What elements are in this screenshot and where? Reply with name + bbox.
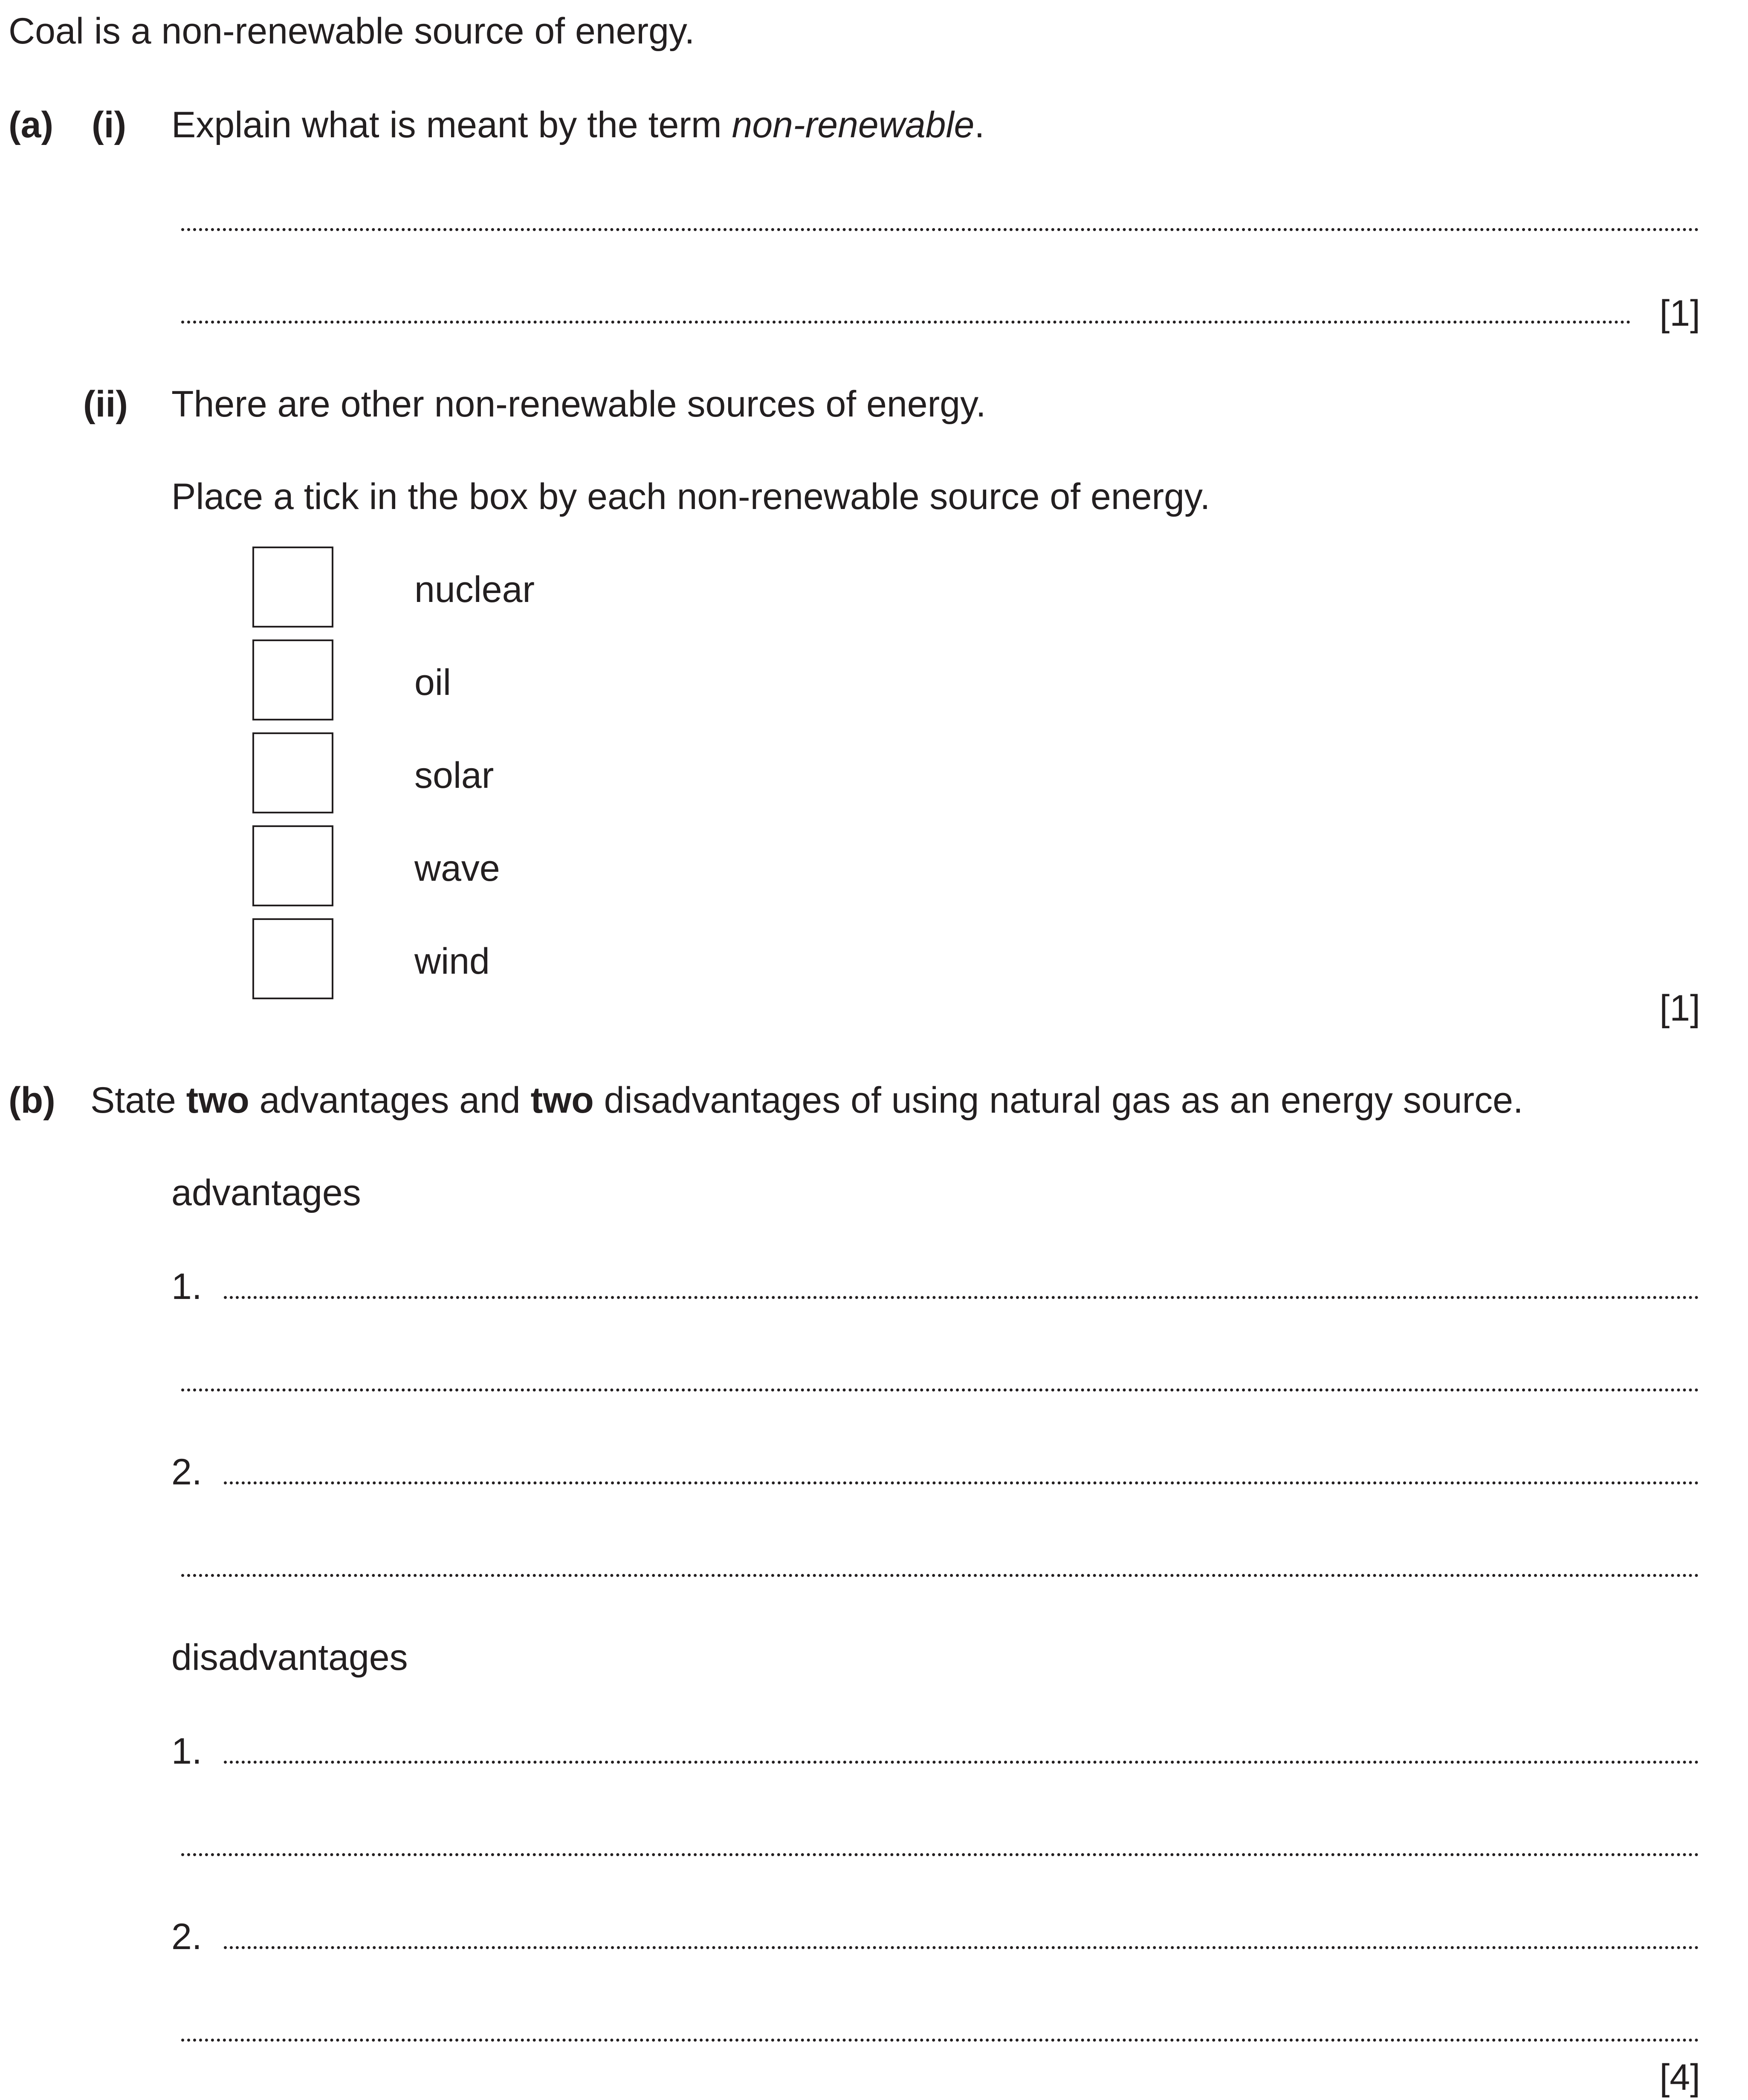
part-a-label: (a) [9,104,54,145]
answer-line-adv-2b[interactable] [181,1574,1699,1577]
tick-box-nuclear[interactable] [252,547,333,628]
mark-a-ii: [1] [1659,988,1700,1029]
option-label-wave: wave [414,848,500,889]
mark-b: [4] [1659,2057,1700,2098]
disadvantage-1-number: 1. [171,1731,202,1772]
advantages-heading: advantages [171,1172,361,1213]
part-b-q-3: advantages and [249,1080,531,1121]
answer-line-adv-1b[interactable] [181,1388,1699,1391]
part-a-i-label: (i) [92,104,127,145]
option-label-wind: wind [414,941,490,982]
part-a-ii-statement: There are other non-renewable sources of energy. [171,384,986,425]
answer-line-adv-2a[interactable] [224,1481,1699,1484]
question-prefix: Explain what is meant by the term [171,104,732,145]
part-b-q-5: disadvantages of using natural gas as an energy source. [593,1080,1523,1121]
tick-box-wave[interactable] [252,825,333,906]
option-label-nuclear: nuclear [414,569,535,610]
disadvantage-2-number: 2. [171,1916,202,1957]
advantage-2-number: 2. [171,1452,202,1493]
option-label-oil: oil [414,662,451,703]
part-a-ii-label: (ii) [83,384,128,425]
part-a-i-question [171,104,985,145]
answer-line-a-i-2[interactable] [181,321,1631,324]
tick-box-wind[interactable] [252,918,333,999]
question-term: non-renewable [732,104,975,145]
part-a-ii-instruction: Place a tick in the box by each non-renewable source of energy. [171,476,1210,517]
part-b-q-2: two [186,1080,249,1121]
answer-line-a-i-1[interactable] [181,228,1699,231]
part-b-label: (b) [9,1080,55,1121]
part-b-question [90,1082,1523,1119]
answer-line-dis-1a[interactable] [224,1761,1699,1764]
tick-box-oil[interactable] [252,639,333,720]
answer-line-adv-1a[interactable] [224,1296,1699,1299]
part-b-q-1: State [90,1080,186,1121]
mark-a-i: [1] [1659,293,1700,334]
disadvantages-heading: disadvantages [171,1637,408,1678]
tick-box-solar[interactable] [252,732,333,813]
question-suffix: . [974,104,985,145]
advantage-1-number: 1. [171,1266,202,1307]
part-b-q-4: two [530,1080,594,1121]
answer-line-dis-1b[interactable] [181,1853,1699,1856]
answer-line-dis-2b[interactable] [181,2039,1699,2042]
answer-line-dis-2a[interactable] [224,1946,1699,1949]
intro-text: Coal is a non-renewable source of energy. [9,11,695,52]
option-label-solar: solar [414,755,494,796]
